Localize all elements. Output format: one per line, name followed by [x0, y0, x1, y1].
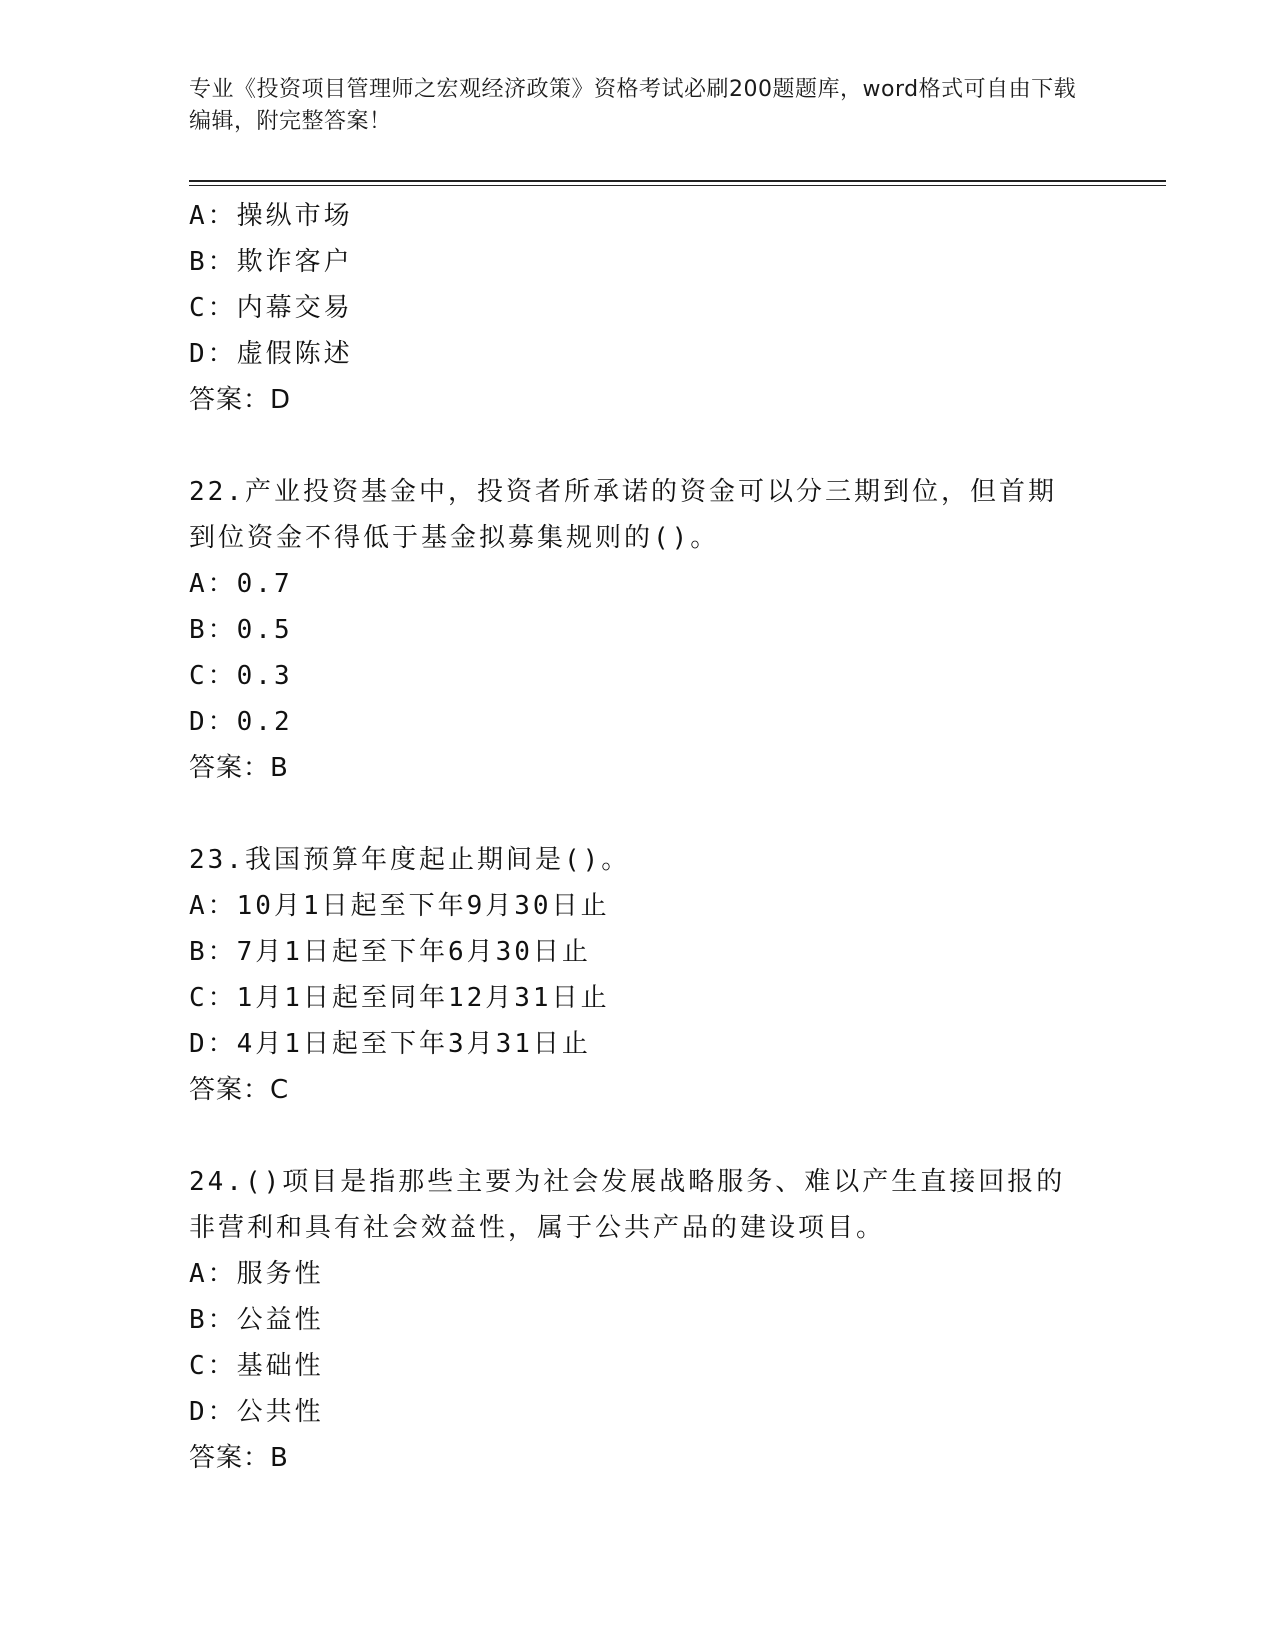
spacer: [189, 791, 1089, 837]
question-block: [189, 193, 1089, 423]
option-d: D：0.2: [189, 707, 293, 737]
question-list: [189, 193, 1089, 1481]
answer-line: 答案：D: [189, 385, 292, 415]
option-b: B：欺诈客户: [189, 247, 353, 277]
header-divider-thick: [189, 180, 1166, 182]
option-d: D：4月1日起至下年3月31日止: [189, 1029, 591, 1059]
question-block: [189, 469, 1089, 791]
option-c: C：1月1日起至同年12月31日止: [189, 983, 610, 1013]
option-c: C：内幕交易: [189, 293, 353, 323]
option-b: B：0.5: [189, 615, 293, 645]
question-block: [189, 837, 1089, 1113]
answer-line: 答案：B: [189, 753, 289, 783]
option-b: B：公益性: [189, 1305, 324, 1335]
option-c: C：0.3: [189, 661, 293, 691]
answer-line: 答案：C: [189, 1075, 290, 1105]
option-b: B：7月1日起至下年6月30日止: [189, 937, 591, 967]
header-divider-thin: [189, 185, 1166, 186]
option-a: A：0.7: [189, 569, 293, 599]
question-block: [189, 1159, 1089, 1481]
option-a: A：操纵市场: [189, 201, 353, 231]
question-text: 24.()项目是指那些主要为社会发展战略服务、难以产生直接回报的非营利和具有社会效益性，属于公共产品的建设项目。: [189, 1167, 1066, 1243]
spacer: [189, 1113, 1089, 1159]
question-text: 23.我国预算年度起止期间是()。: [189, 845, 631, 875]
question-text: 22.产业投资基金中，投资者所承诺的资金可以分三期到位，但首期到位资金不得低于基金拟募集规则的()。: [189, 477, 1057, 553]
spacer: [189, 423, 1089, 469]
option-a: A：10月1日起至下年9月30日止: [189, 891, 610, 921]
option-a: A：服务性: [189, 1259, 324, 1289]
option-c: C：基础性: [189, 1351, 324, 1381]
answer-line: 答案：B: [189, 1443, 289, 1473]
option-d: D：虚假陈述: [189, 339, 353, 369]
document-header: 专业《投资项目管理师之宏观经济政策》资格考试必刷200题题库，word格式可自由下载编辑，附完整答案！: [189, 77, 1077, 134]
option-d: D：公共性: [189, 1397, 324, 1427]
